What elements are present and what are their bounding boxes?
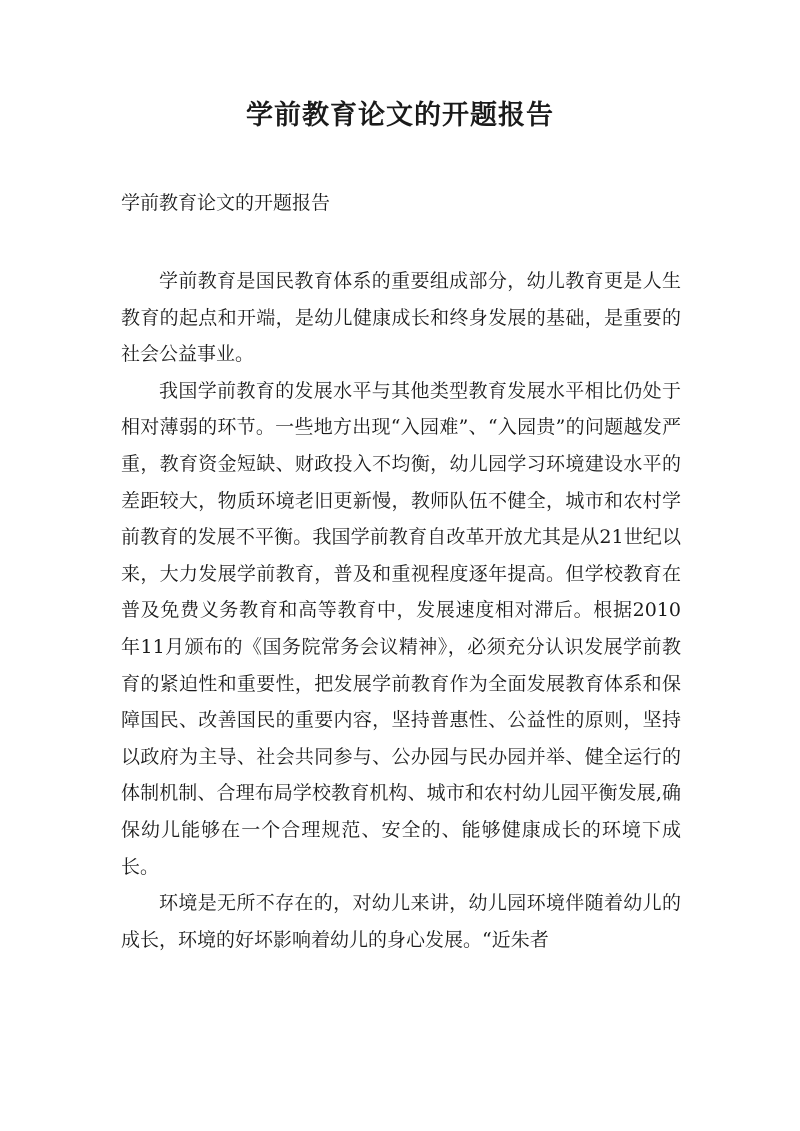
paragraph: 环境是无所不存在的，对幼儿来讲，幼儿园环境伴随着幼儿的成长，环境的好坏影响着幼儿的身心发展。“近朱者 (121, 892, 681, 951)
paragraph: 学前教育是国民教育体系的重要组成部分，幼儿教育更是人生教育的起点和开端，是幼儿健康成长和终身发展的基础，是重要的社会公益事业。 (121, 270, 681, 366)
document-body (121, 263, 681, 958)
document-title: 学前教育论文的开题报告 (246, 100, 554, 131)
document-subtitle: 学前教育论文的开题报告 (121, 192, 331, 214)
paragraph: 我国学前教育的发展水平与其他类型教育发展水平相比仍处于相对薄弱的环节。一些地方出现“入园难”、“入园贵”的问题越发严重，教育资金短缺、财政投入不均衡，幼儿园学习环境建设水平的差距较大，物质环境老旧更新慢，教师队伍不健全，城市和农村学前教育的发展不平衡。我国学前教育自改革开放尤其是从21世纪以来，大力发展学前教育，普及和重视程度逐年提高。但学校教育在普及免费义务教育和高等教育中，发展速度相对滞后。根据2010年11月颁布的《国务院常务会议精神》，必须充分认识发展学前教育的紧迫性和重要性，把发展学前教育作为全面发展教育体系和保障国民、改善国民的重要内容，坚持普惠性、公益性的原则，坚持以政府为主导、社会共同参与、公办园与民办园并举、健全运行的体制机制、合理布局学校教育机构、城市和农村幼儿园平衡发展,确保幼儿能够在一个合理规范、安全的、能够健康成长的环境下成长。 (121, 379, 681, 878)
